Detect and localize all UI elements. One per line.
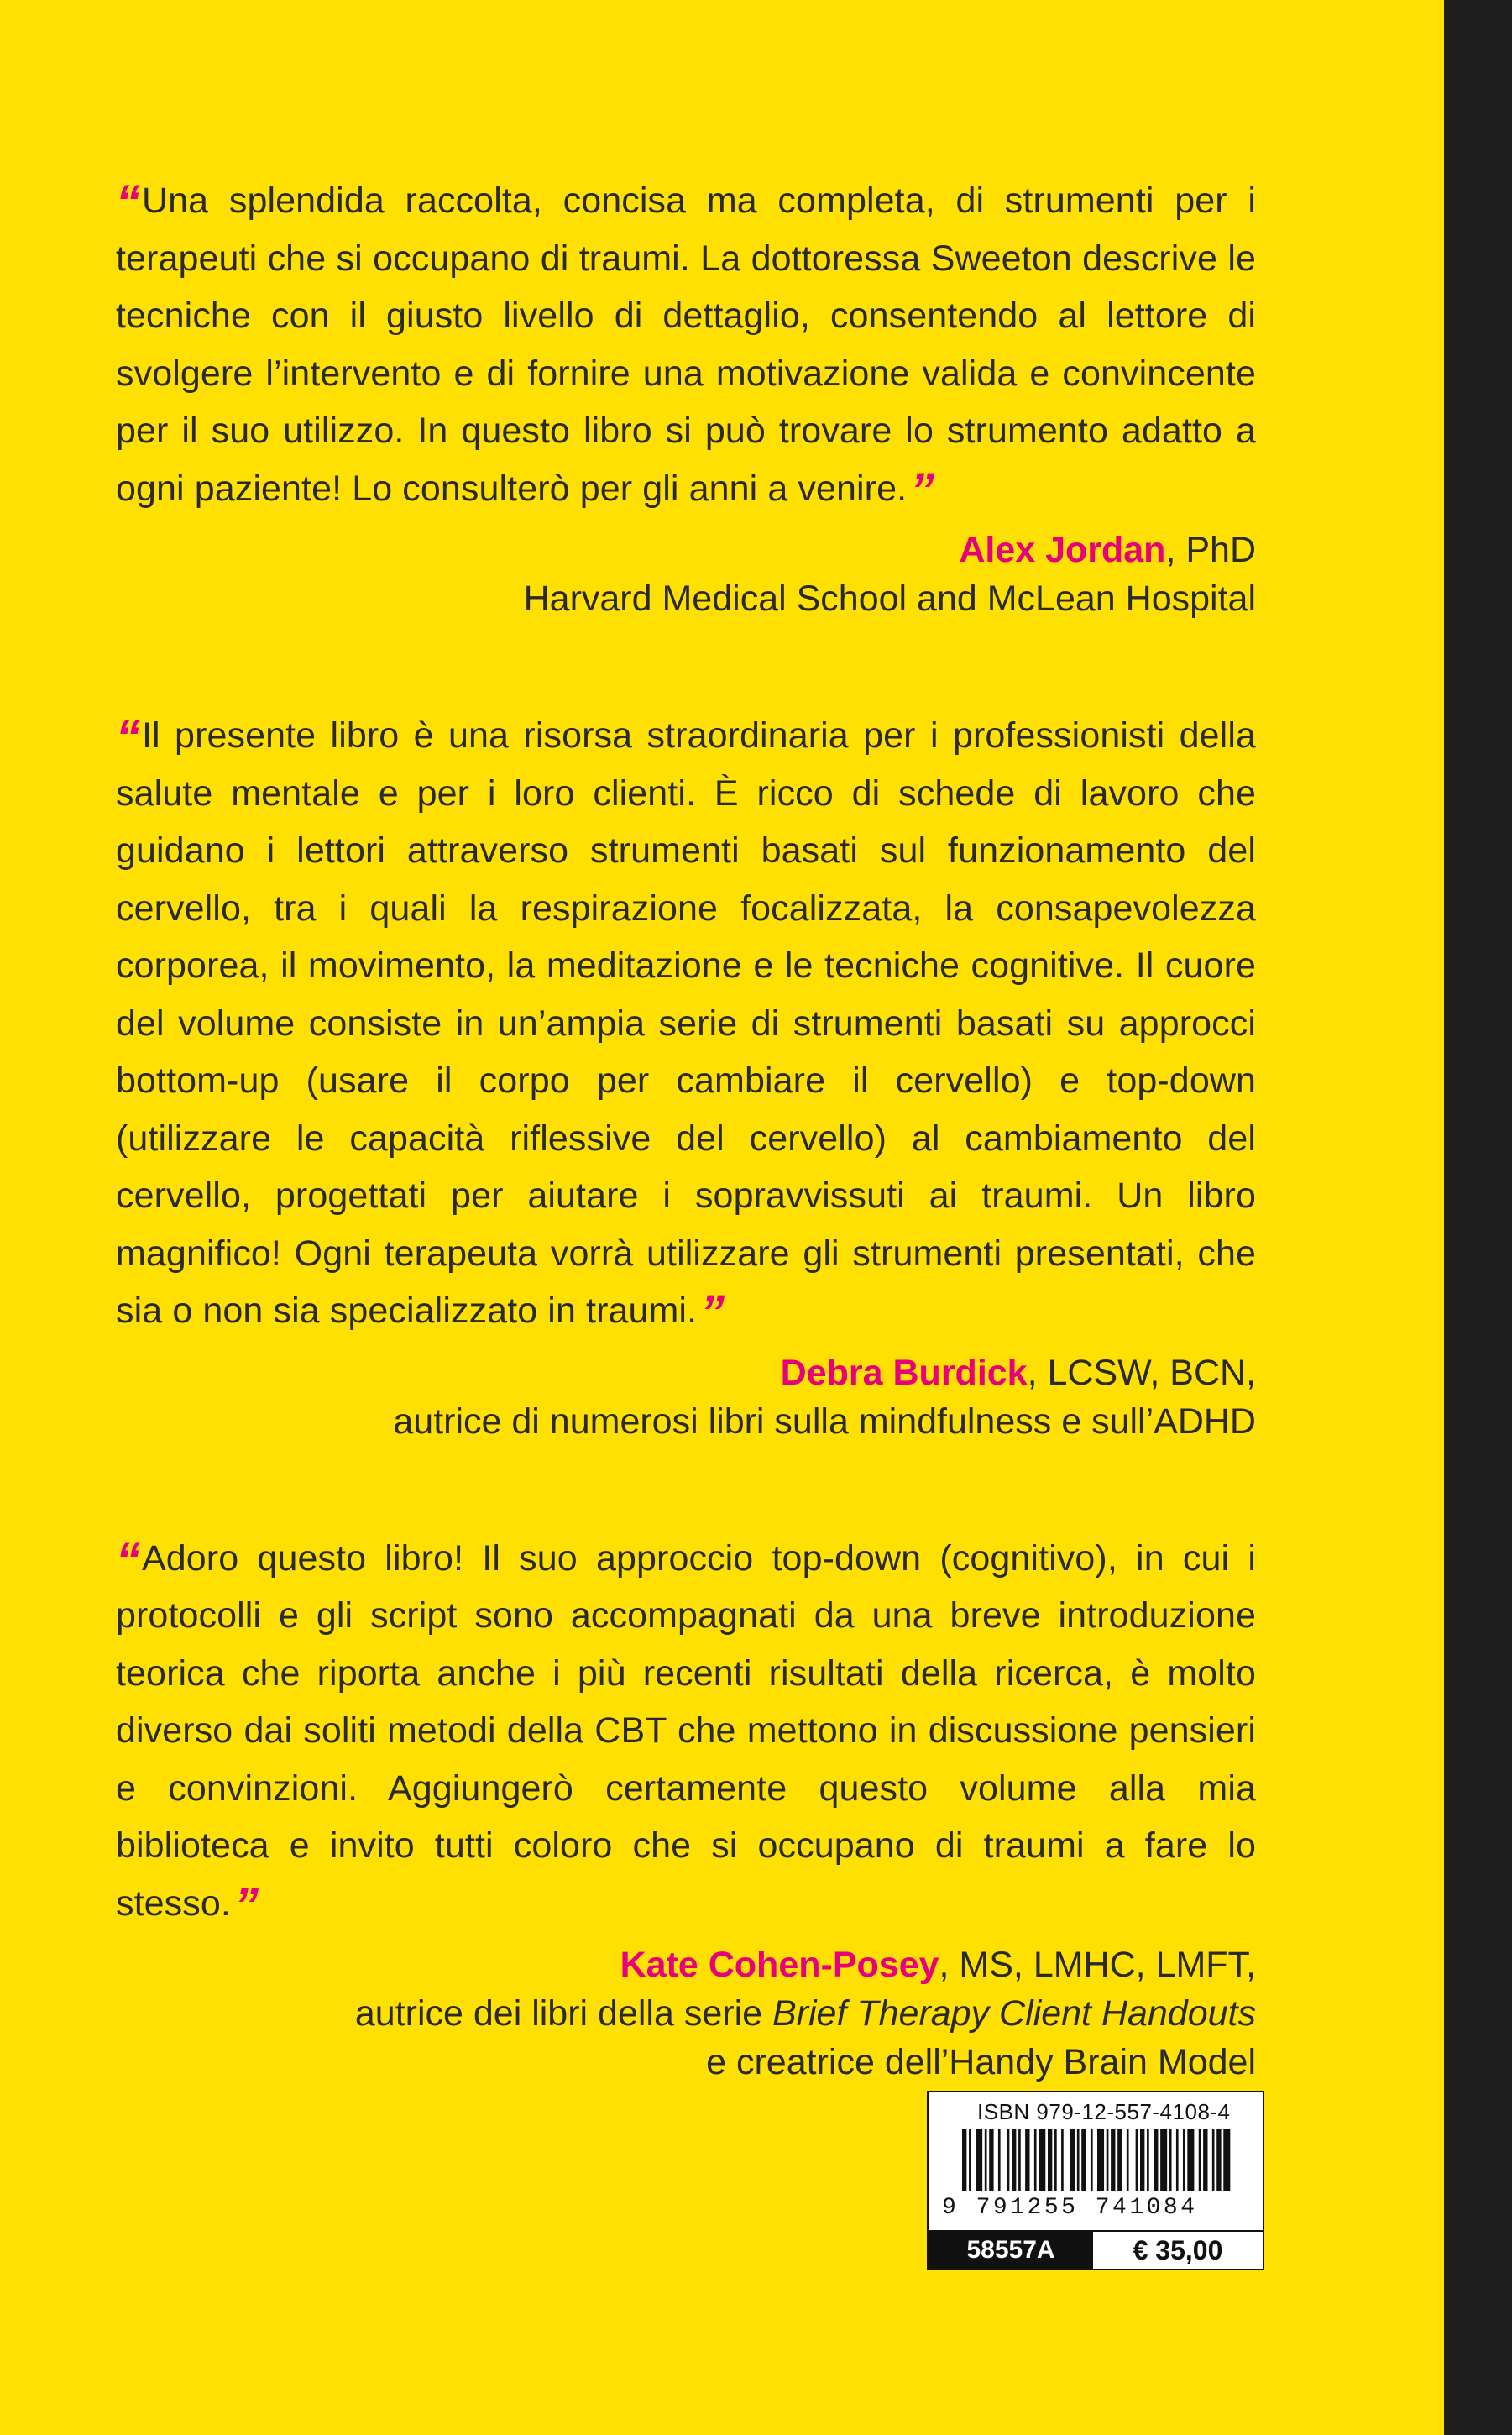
author-affiliation (116, 1989, 1256, 2038)
quote-text-block (116, 1530, 1256, 1933)
barcode-bar (1007, 2129, 1010, 2192)
barcode-digits: 9 791255 741084 (942, 2195, 1198, 2221)
barcode-bar (1054, 2129, 1057, 2192)
barcode-bar (1160, 2129, 1167, 2192)
close-quote-mark-icon: ” (700, 1286, 720, 1340)
barcode-bar (985, 2129, 987, 2192)
barcode-bar (1034, 2129, 1037, 2192)
barcode-bar (1154, 2129, 1158, 2192)
open-quote-mark-icon: “ (116, 175, 135, 230)
affiliation-prefix: autrice dei libri della serie (354, 1993, 772, 2034)
price-row (929, 2230, 1263, 2269)
author-name: Debra Burdick (780, 1352, 1028, 1393)
spacer (116, 623, 1256, 707)
barcode-bar (1039, 2129, 1045, 2192)
quote-text: Il presente libro è una risorsa straordinaria per i professionisti della salute mentale e per i loro clienti. È ricco di schede di lavoro che guidano i lettori attraverso strumenti basati sul funzionamento del cervello, tra i quali la respirazione focalizzata, la consapevolezza corporea, il movimento, la meditazione e le tecniche cognitive. Il cuore del volume consiste in un’ampia serie di strumenti basati su approcci bottom-up (usare il corpo per cambiare il cervello) e top-down (utilizzare le capacità riflessive del cervello) al cambiamento del cervello, progettati per aiutare i sopravvissuti ai traumi. Un libro magnifico! Ogni terapeuta vorrà utilizzare gli strumenti presentati, che sia o non sia specializzato in traumi. (116, 715, 1256, 1331)
isbn-barcode-box (927, 2091, 1264, 2270)
barcode-bar (1061, 2129, 1064, 2192)
series-title: Brief Therapy Client Handouts (772, 1993, 1256, 2034)
barcode-bar (1012, 2129, 1016, 2192)
author-credentials: , PhD (1165, 530, 1256, 570)
author-name: Kate Cohen-Posey (620, 1945, 939, 1985)
barcode-bar (976, 2129, 982, 2192)
author-line (116, 1940, 1256, 1989)
barcode-bar (1183, 2129, 1185, 2192)
testimonial-quote (116, 707, 1256, 1446)
author-affiliation: Harvard Medical School and McLean Hospital (523, 579, 1256, 619)
quote-text: Una splendida raccolta, concisa ma completa, di strumenti per i terapeuti che si occupano di traumi. La dottoressa Sweeton descrive le tecniche con il giusto livello di dettaglio, consentendo al lettore di svolgere l’intervento e di fornire una motivazione valida e convincente per il suo utilizzo. In questo libro si può trovare lo strumento adatto a ogni paziente! Lo consulterò per gli anni a venire. (116, 181, 1256, 509)
author-credentials: , LCSW, BCN, (1027, 1352, 1256, 1393)
barcode-bar (1187, 2129, 1194, 2192)
barcode-bar (1077, 2129, 1080, 2192)
barcode-bar (1070, 2129, 1075, 2192)
barcode-bar (1097, 2129, 1104, 2192)
author-line (116, 526, 1256, 574)
author-name: Alex Jordan (959, 530, 1166, 570)
quote-attribution (116, 1348, 1256, 1446)
barcode-bar (1216, 2129, 1221, 2192)
testimonial-quote (116, 1530, 1256, 2087)
barcode-bar (1081, 2129, 1086, 2192)
author-affiliation-secondary: e creatrice dell’Handy Brain Model (706, 2042, 1256, 2082)
open-quote-mark-icon: “ (116, 1532, 135, 1588)
barcode-bar (1199, 2129, 1201, 2192)
open-quote-mark-icon: “ (116, 710, 135, 765)
barcode-bar (1018, 2129, 1021, 2192)
barcode-bar (1127, 2129, 1129, 2192)
price-label: € 35,00 (1093, 2232, 1263, 2269)
barcode-bar (1203, 2129, 1207, 2192)
quote-text-block (116, 707, 1256, 1340)
barcode-bar (1136, 2129, 1138, 2192)
barcode-bar (1117, 2129, 1122, 2192)
barcode-bar (989, 2129, 993, 2192)
close-quote-mark-icon: ” (233, 1877, 254, 1933)
barcode-bar (1212, 2129, 1215, 2192)
product-code: 58557A (929, 2232, 1093, 2269)
barcode-bar (969, 2129, 971, 2192)
quote-text-block (116, 172, 1256, 517)
author-affiliation: autrice di numerosi libri sulla mindfulness e sull’ADHD (393, 1401, 1256, 1442)
barcode-bar (1223, 2129, 1230, 2192)
barcode-bar (1025, 2129, 1029, 2192)
isbn-label: ISBN 979-12-557-4108-4 (977, 2099, 1231, 2124)
quote-attribution (116, 1940, 1256, 2087)
barcode-bar (1147, 2129, 1149, 2192)
barcode-bar (1091, 2129, 1093, 2192)
testimonial-quote (116, 172, 1256, 623)
barcode-bar (1111, 2129, 1115, 2192)
barcode-bar (1048, 2129, 1052, 2192)
author-line (116, 1348, 1256, 1397)
barcode-bar (998, 2129, 1001, 2192)
barcode-bar (1169, 2129, 1172, 2192)
quote-attribution (116, 526, 1256, 623)
spacer (116, 1446, 1256, 1530)
barcode-bar (1107, 2129, 1109, 2192)
barcode-bar (1176, 2129, 1179, 2192)
book-spine-strip (1444, 0, 1512, 2435)
author-credentials: , MS, LMHC, LMFT, (939, 1945, 1256, 1985)
barcode-bar (962, 2129, 966, 2192)
close-quote-mark-icon: ” (910, 463, 930, 518)
barcode-bar (1140, 2129, 1144, 2192)
back-cover-quotes (116, 172, 1256, 2087)
quote-text: Adoro questo libro! Il suo approccio top-down (cognitivo), in cui i protocolli e gli script sono accompagnati da una breve introduzione teorica che riporta anche i più recenti risultati della ricerca, è molto diverso dai soliti metodi della CBT che mettono in discussione pensieri e convinzioni. Aggiungerò certamente questo volume alla mia biblioteca e invito tutti coloro che si occupano di traumi a fare lo stesso. (116, 1537, 1256, 1924)
